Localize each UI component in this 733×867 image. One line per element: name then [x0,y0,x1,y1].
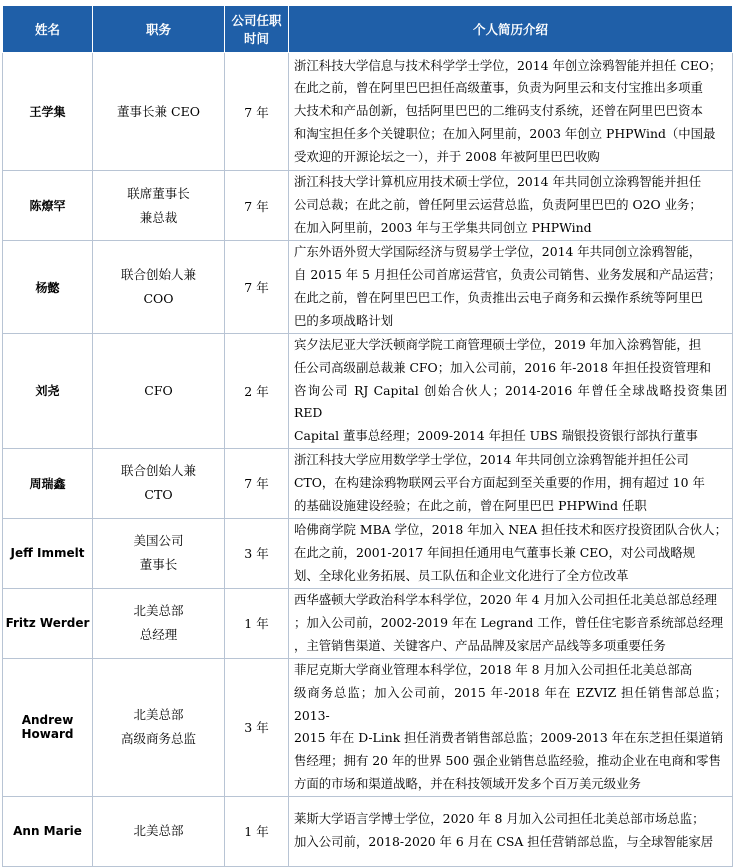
person-position: 联合创始人兼 CTO [93,448,225,518]
table-row [3,334,733,449]
person-name: 刘尧 [3,334,93,449]
table-row [3,448,733,518]
person-name: Ann Marie [3,796,93,866]
person-bio: 莱斯大学语言学博士学位，2020 年 8 月加入公司担任北美总部市场总监； 加入公司前，2018-2020 年 6 月在 CSA 担任营销部总监，与全球智能家居 [289,796,733,866]
person-name: 周瑞鑫 [3,448,93,518]
person-position: 北美总部 [93,796,225,866]
top-clipped-text [0,0,733,4]
header-bio: 个人简历介绍 [289,6,733,53]
table-row [3,53,733,171]
person-name: Fritz Werder [3,588,93,658]
person-bio: 浙江科技大学计算机应用技术硕士学位，2014 年共同创立涂鸦智能并担任 公司总裁；在此之前，曾任阿里云运营总监，负责阿里巴巴的 O2O 业务； 在加入阿里前，2003 年与王学集共同创立 PHPWind [289,171,733,241]
person-tenure: 3 年 [225,518,289,588]
table-row [3,588,733,658]
person-position: 北美总部 高级商务总监 [93,658,225,796]
person-tenure: 7 年 [225,241,289,334]
person-position: 董事长兼 CEO [93,53,225,171]
header-tenure: 公司任职 时间 [225,6,289,53]
person-bio: 菲尼克斯大学商业管理本科学位，2018 年 8 月加入公司担任北美总部高 级商务总监；加入公司前，2015 年-2018 年在 EZVIZ 担任销售部总监；2013- 2015 年在 D-Link 担任消费者销售部总监；2009-2013 年在东芝担任渠道销 售经理；拥有 20 年的世界 500 强企业销售总监经验，推动企业在电商和零售 方面的市场和渠道战略，并在科技领域开发多个百万美元级业务 [289,658,733,796]
person-bio: 广东外语外贸大学国际经济与贸易学士学位，2014 年共同创立涂鸦智能， 自 2015 年 5 月担任公司首席运营官，负责公司销售、业务发展和产品运营； 在此之前，曾在阿里巴巴工作，负责推出云电子商务和云操作系统等阿里巴 巴的多项战略计划 [289,241,733,334]
table-row [3,171,733,241]
person-name: 杨懿 [3,241,93,334]
person-bio: 哈佛商学院 MBA 学位，2018 年加入 NEA 担任技术和医疗投资团队合伙人； 在此之前，2001-2017 年间担任通用电气董事长兼 CEO，对公司战略规 划、全球化业务拓展、员工队伍和企业文化进行了全方位改革 [289,518,733,588]
header-name: 姓名 [3,6,93,53]
person-tenure: 7 年 [225,171,289,241]
person-tenure: 1 年 [225,796,289,866]
table-row [3,658,733,796]
person-position: 联合创始人兼 COO [93,241,225,334]
table-row [3,518,733,588]
person-bio: 浙江科技大学信息与技术科学学士学位，2014 年创立涂鸦智能并担任 CEO； 在此之前，曾在阿里巴巴担任高级董事，负责为阿里云和支付宝推出多项重 大技术和产品创新，包括阿里巴巴的二维码支付系统，还曾在阿里巴巴资本 和淘宝担任多个关键职位；在加入阿里前，2003 年创立 PHPWind（中国最 受欢迎的开源论坛之一），并于 2008 年被阿里巴巴收购 [289,53,733,171]
person-bio: 西华盛顿大学政治科学本科学位，2020 年 4 月加入公司担任北美总部总经理 ；加入公司前，2002-2019 年在 Legrand 工作，曾任住宅影音系统部总经理 ，主管销售渠道、关键客户、产品品牌及家居产品线等多项重要任务 [289,588,733,658]
person-tenure: 7 年 [225,448,289,518]
table-row [3,796,733,866]
management-table [2,5,733,867]
person-name: 王学集 [3,53,93,171]
table-row [3,241,733,334]
person-tenure: 2 年 [225,334,289,449]
person-position: CFO [93,334,225,449]
person-tenure: 3 年 [225,658,289,796]
person-position: 美国公司 董事长 [93,518,225,588]
header-row [3,6,733,53]
person-position: 联席董事长 兼总裁 [93,171,225,241]
person-name: 陈燎罕 [3,171,93,241]
person-tenure: 7 年 [225,53,289,171]
person-name: Jeff Immelt [3,518,93,588]
person-tenure: 1 年 [225,588,289,658]
person-position: 北美总部 总经理 [93,588,225,658]
person-name: Andrew Howard [3,658,93,796]
person-bio: 浙江科技大学应用数学学士学位，2014 年共同创立涂鸦智能并担任公司 CTO，在构建涂鸦物联网云平台方面起到至关重要的作用，拥有超过 10 年 的基础设施建设经验；在此之前，曾在阿里巴巴 PHPWind 任职 [289,448,733,518]
header-position: 职务 [93,6,225,53]
person-bio: 宾夕法尼亚大学沃顿商学院工商管理硕士学位，2019 年加入涂鸦智能，担 任公司高级副总裁兼 CFO；加入公司前，2016 年-2018 年担任投资管理和 咨询公司 RJ Capital 创始合伙人；2014-2016 年曾任全球战略投资集团 RED Capital 董事总经理；2009-2014 年担任 UBS 瑞银投资银行部执行董事 [289,334,733,449]
